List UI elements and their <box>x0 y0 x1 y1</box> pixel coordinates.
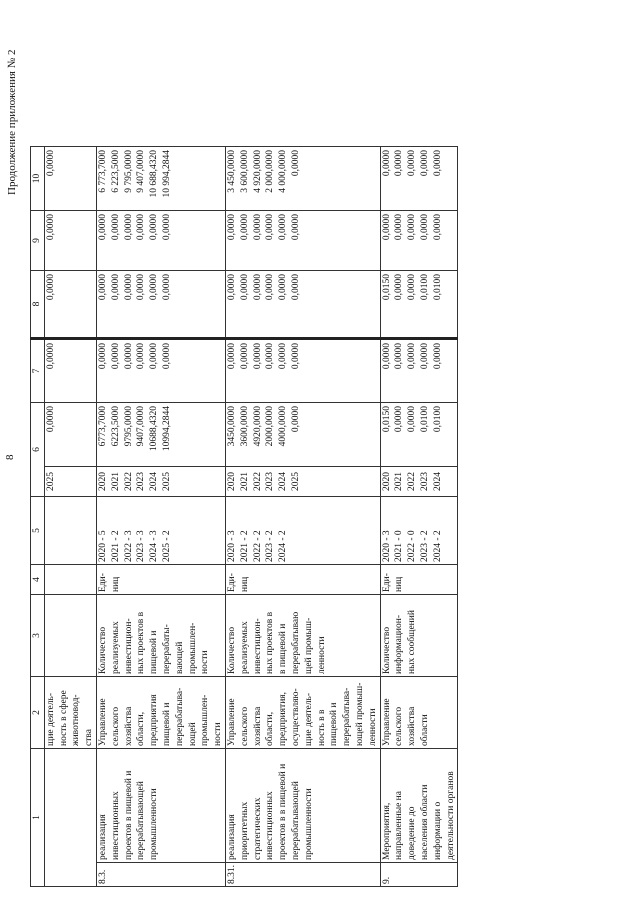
row-col4: Еди- ниц <box>225 565 380 595</box>
row-col5: 2020 - 5 2021 - 2 2022 - 3 2023 - 3 2024 - 3 2025 - 2 <box>96 497 225 565</box>
row-col9: 0,0000 0,0000 0,0000 0,0000 0,0000 <box>380 211 458 271</box>
row-col3: Количество информацион- ных сообщений <box>380 595 458 677</box>
header-col-6: 6 <box>31 403 45 497</box>
row-col8: 0,0150 0,0000 0,0000 0,0100 0,0100 <box>380 271 458 339</box>
row-years: 2020 2021 2022 2023 2024 2025 <box>225 467 380 497</box>
header-col-1: 1 <box>31 749 45 887</box>
row-col9: 0,0000 0,0000 0,0000 0,0000 0,0000 0,0000 <box>96 211 225 271</box>
header-row <box>31 147 45 887</box>
row-col8: 0,0000 0,0000 0,0000 0,0000 0,0000 0,0000 <box>96 271 225 339</box>
row-top-col8: 0,0000 <box>44 271 96 339</box>
row-col1: Мероприятия, направленные на доведение до населения области информации о деятельности органов <box>380 749 458 863</box>
row-top-col2: щие деятель- ность в сфере животновод- ства <box>44 677 96 749</box>
header-col-7: 7 <box>31 339 45 403</box>
row-col2: Управление сельского хозяйства области, предприятия, осуществляю- щие деятель- ность в в пищевой и перерабатыва- ющей промыш- ленности <box>225 677 380 749</box>
row-top-year: 2025 <box>44 467 96 497</box>
row-num: 8.31. <box>225 863 380 887</box>
row-col7: 0,0000 0,0000 0,0000 0,0000 0,0000 0,0000 <box>225 339 380 403</box>
header-col-2: 2 <box>31 677 45 749</box>
table-row-8-3 <box>96 147 225 887</box>
row-num: 9. <box>380 863 458 887</box>
row-col4: Еди- ниц <box>380 565 458 595</box>
row-top-col9: 0,0000 <box>44 211 96 271</box>
row-col2: Управление сельского хозяйства области <box>380 677 458 749</box>
page-number: 8 <box>4 454 16 460</box>
header-col-9: 9 <box>31 211 45 271</box>
row-col9: 0,0000 0,0000 0,0000 0,0000 0,0000 0,0000 <box>225 211 380 271</box>
row-col10: 6 773,7000 6 223,5000 9 795,0000 9 407,0000 10 688,4320 10 994,2844 <box>96 147 225 211</box>
row-col3: Количество реализуемых инвестицион- ных проектов в в пищевой и перерабатываю щей промыш- ленности <box>225 595 380 677</box>
row-top-col6: 0,0000 <box>44 403 96 467</box>
row-col6: 6773,7000 6223,5000 9795,0000 9407,0000 10688,4320 10994,2844 <box>96 403 225 467</box>
row-col4: Еди- ниц <box>96 565 225 595</box>
program-table <box>30 146 458 887</box>
row-col3: Количество реализуемых инвестицион- ных проектов в пищевой и перерабаты- вающей промышлен- ности <box>96 595 225 677</box>
row-col10: 3 450,0000 3 600,0000 4 920,0000 2 000,0000 4 000,0000 0,0000 <box>225 147 380 211</box>
table-row-continued <box>44 147 96 887</box>
row-col6: 0,0150 0,0000 0,0000 0,0100 0,0100 <box>380 403 458 467</box>
row-num: 8.3. <box>96 863 225 887</box>
row-col1: реализация инвестиционных проектов в пищевой и перерабатывающей промышленности <box>96 749 225 863</box>
row-col5: 2020 - 3 2021 - 2 2022 - 2 2023 - 2 2024 - 2 <box>225 497 380 565</box>
row-col10: 0,0000 0,0000 0,0000 0,0000 0,0000 <box>380 147 458 211</box>
header-col-8: 8 <box>31 271 45 339</box>
header-col-4: 4 <box>31 565 45 595</box>
row-col7: 0,0000 0,0000 0,0000 0,0000 0,0000 0,0000 <box>96 339 225 403</box>
row-years: 2020 2021 2022 2023 2024 <box>380 467 458 497</box>
row-col6: 3450,0000 3600,0000 4920,0000 2000,0000 4000,0000 0,0000 <box>225 403 380 467</box>
header-col-5: 5 <box>31 497 45 565</box>
row-top-col10: 0,0000 <box>44 147 96 211</box>
header-col-3: 3 <box>31 595 45 677</box>
row-years: 2020 2021 2022 2023 2024 2025 <box>96 467 225 497</box>
row-col5: 2020 - 3 2021 - 0 2022 - 0 2023 - 2 2024 - 2 <box>380 497 458 565</box>
row-top-col1 <box>44 749 96 887</box>
table-row-8-31 <box>225 147 380 887</box>
row-col7: 0,0000 0,0000 0,0000 0,0000 0,0000 <box>380 339 458 403</box>
appendix-continuation-heading: Продолжение приложения № 2 <box>6 49 18 195</box>
row-col1: реализация приоритетных стратегических инвестиционных проектов в в пищевой и перерабатывающей промышленности <box>225 749 380 863</box>
row-col2: Управление сельского хозяйства области, предприятия пищевой и перерабатыва- ющей промышлен- ности <box>96 677 225 749</box>
table-row-9 <box>380 147 458 887</box>
row-top-col7: 0,0000 <box>44 339 96 403</box>
row-col8: 0,0000 0,0000 0,0000 0,0000 0,0000 0,0000 <box>225 271 380 339</box>
header-col-10: 10 <box>31 147 45 211</box>
